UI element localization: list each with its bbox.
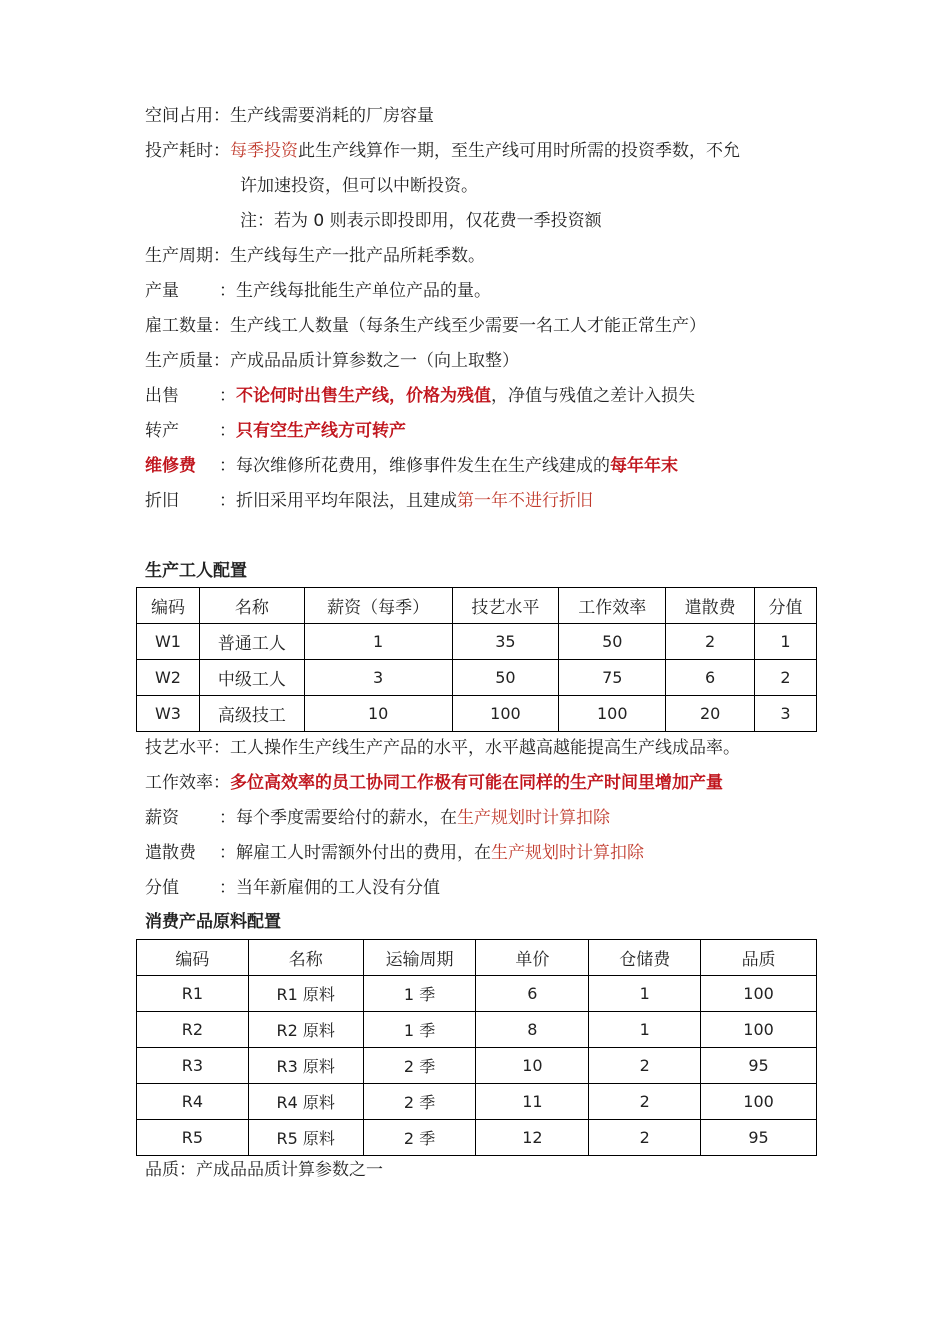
table-cell: 2: [755, 660, 817, 696]
header-cell: 遣散费: [666, 588, 755, 624]
table-cell: 95: [701, 1120, 817, 1156]
table-row: [137, 696, 817, 732]
score-note-line: [145, 876, 440, 900]
convert-highlight: 只有空生产线方可转产: [236, 421, 406, 441]
table-cell: 6: [666, 660, 755, 696]
table-cell: 1 季: [363, 1012, 476, 1048]
output-text: 生产线每批能生产单位产品的量。: [236, 281, 491, 301]
severance-note-highlight: 生产规划时计算扣除: [491, 843, 644, 863]
header-cell: 编码: [137, 588, 200, 624]
table-cell: 35: [452, 624, 559, 660]
sell-text: ，净值与残值之差计入损失: [491, 386, 695, 406]
maintenance-text: 每次维修所花费用，维修事件发生在生产线建成的: [236, 456, 610, 476]
quality-line: [145, 349, 519, 373]
table-cell: R3 原料: [248, 1048, 363, 1084]
table-cell: 2 季: [363, 1048, 476, 1084]
severance-note-line: [145, 841, 644, 865]
table-cell: 75: [559, 660, 666, 696]
table-cell: 普通工人: [199, 624, 304, 660]
table-cell: 1: [755, 624, 817, 660]
table-cell: 高级技工: [199, 696, 304, 732]
score-note-text: 当年新雇佣的工人没有分值: [236, 878, 440, 898]
output-label: 产量: [145, 281, 179, 301]
table-cell: 2: [666, 624, 755, 660]
table-cell: 100: [452, 696, 559, 732]
depreciation-highlight: 第一年不进行折旧: [457, 491, 593, 511]
skill-note-label: 技艺水平：: [145, 738, 230, 758]
salary-note-text: 每个季度需要给付的薪水，在: [236, 808, 457, 828]
quality-note-text: 产成品品质计算参数之一: [196, 1160, 383, 1180]
salary-note-sep: ：: [219, 808, 236, 828]
build-time-label: 投产耗时：: [145, 141, 230, 161]
table-cell: 2 季: [363, 1120, 476, 1156]
table-cell: R4 原料: [248, 1084, 363, 1120]
quality-label: 生产质量：: [145, 351, 230, 371]
header-cell: 单价: [476, 940, 589, 976]
table-cell: 1 季: [363, 976, 476, 1012]
table-cell: 中级工人: [199, 660, 304, 696]
table-cell: R3: [137, 1048, 249, 1084]
build-time-highlight: 每季投资: [230, 141, 298, 161]
table-cell: 1: [589, 1012, 701, 1048]
cycle-text: 生产线每生产一批产品所耗季数。: [230, 246, 485, 266]
table-row: [137, 1012, 817, 1048]
build-time-text-1: 此生产线算作一期，至生产线可用时所需的投资季数，不允: [298, 141, 740, 161]
table-row: [137, 1048, 817, 1084]
workers-count-text: 生产线工人数量（每条生产线至少需要一名工人才能正常生产）: [230, 316, 706, 336]
skill-note-line: [145, 736, 740, 760]
salary-note-label: 薪资: [145, 808, 179, 828]
table-cell: R1 原料: [248, 976, 363, 1012]
severance-note-text: 解雇工人时需额外付出的费用，在: [236, 843, 491, 863]
sell-highlight: 不论何时出售生产线，价格为残值: [236, 386, 491, 406]
build-time-line: [145, 139, 740, 163]
table-cell: W3: [137, 696, 200, 732]
sell-label: 出售: [145, 386, 179, 406]
convert-sep: ：: [219, 421, 236, 441]
cycle-line: [145, 244, 485, 268]
severance-note-sep: ：: [219, 843, 236, 863]
table-cell: 10: [476, 1048, 589, 1084]
table-cell: R5: [137, 1120, 249, 1156]
materials-table-header: [137, 940, 817, 976]
workers-count-label: 雇工数量：: [145, 316, 230, 336]
table-cell: 2: [589, 1120, 701, 1156]
table-cell: R5 原料: [248, 1120, 363, 1156]
quality-text: 产成品品质计算参数之一（向上取整）: [230, 351, 519, 371]
header-cell: 名称: [199, 588, 304, 624]
output-sep: ：: [219, 281, 236, 301]
cycle-label: 生产周期：: [145, 246, 230, 266]
table-cell: R1: [137, 976, 249, 1012]
table-cell: 100: [701, 976, 817, 1012]
header-cell: 编码: [137, 940, 249, 976]
table-cell: 12: [476, 1120, 589, 1156]
sell-line: [145, 384, 695, 408]
workers-table: [136, 587, 817, 732]
table-cell: 8: [476, 1012, 589, 1048]
table-row: [137, 1120, 817, 1156]
build-time-note-line: [240, 209, 602, 233]
sell-sep: ：: [219, 386, 236, 406]
table-cell: W1: [137, 624, 200, 660]
depreciation-text: 折旧采用平均年限法，且建成: [236, 491, 457, 511]
table-cell: 1: [589, 976, 701, 1012]
header-cell: 薪资（每季）: [304, 588, 452, 624]
table-cell: 10: [304, 696, 452, 732]
table-cell: W2: [137, 660, 200, 696]
efficiency-note-line: [145, 771, 723, 795]
output-line: [145, 279, 491, 303]
header-cell: 分值: [755, 588, 817, 624]
workers-section-title: 生产工人配置: [145, 561, 247, 581]
table-cell: 100: [559, 696, 666, 732]
maintenance-sep: ：: [219, 456, 236, 476]
skill-note-text: 工人操作生产线生产产品的水平，水平越高越能提高生产线成品率。: [230, 738, 740, 758]
table-cell: 2: [589, 1048, 701, 1084]
score-note-label: 分值: [145, 878, 179, 898]
table-cell: 50: [452, 660, 559, 696]
table-cell: 20: [666, 696, 755, 732]
table-cell: 100: [701, 1012, 817, 1048]
maintenance-highlight: 每年年末: [610, 456, 678, 476]
table-cell: R2: [137, 1012, 249, 1048]
header-cell: 运输周期: [363, 940, 476, 976]
table-cell: 3: [304, 660, 452, 696]
header-cell: 工作效率: [559, 588, 666, 624]
maintenance-line: [145, 454, 678, 478]
workers-table-header: [137, 588, 817, 624]
table-cell: 1: [304, 624, 452, 660]
table-row: [137, 976, 817, 1012]
header-cell: 仓储费: [589, 940, 701, 976]
quality-note-line: [145, 1158, 383, 1182]
build-time-text-2: 许加速投资，但可以中断投资。: [240, 176, 478, 196]
build-time-note: 注：若为 0 则表示即投即用，仅花费一季投资额: [240, 211, 602, 231]
depreciation-line: [145, 489, 593, 513]
maintenance-label: 维修费: [145, 456, 196, 476]
table-row: [137, 660, 817, 696]
table-cell: R4: [137, 1084, 249, 1120]
table-cell: 3: [755, 696, 817, 732]
table-cell: R2 原料: [248, 1012, 363, 1048]
build-time-line-2: [240, 174, 478, 198]
table-cell: 2: [589, 1084, 701, 1120]
workers-count-line: [145, 314, 706, 338]
depreciation-sep: ：: [219, 491, 236, 511]
efficiency-note-label: 工作效率：: [145, 773, 230, 793]
header-cell: 品质: [701, 940, 817, 976]
salary-note-line: [145, 806, 610, 830]
efficiency-note-highlight: 多位高效率的员工协同工作极有可能在同样的生产时间里增加产量: [230, 773, 723, 793]
materials-table: [136, 939, 817, 1156]
table-cell: 100: [701, 1084, 817, 1120]
table-cell: 11: [476, 1084, 589, 1120]
space-label: 空间占用：: [145, 106, 230, 126]
convert-line: [145, 419, 406, 443]
convert-label: 转产: [145, 421, 179, 441]
score-note-sep: ：: [219, 878, 236, 898]
table-row: [137, 624, 817, 660]
salary-note-highlight: 生产规划时计算扣除: [457, 808, 610, 828]
table-cell: 50: [559, 624, 666, 660]
materials-section-title: 消费产品原料配置: [145, 912, 281, 932]
table-row: [137, 1084, 817, 1120]
severance-note-label: 遣散费: [145, 843, 196, 863]
table-cell: 6: [476, 976, 589, 1012]
table-cell: 95: [701, 1048, 817, 1084]
space-text: 生产线需要消耗的厂房容量: [230, 106, 434, 126]
table-cell: 2 季: [363, 1084, 476, 1120]
space-line: [145, 104, 434, 128]
depreciation-label: 折旧: [145, 491, 179, 511]
header-cell: 技艺水平: [452, 588, 559, 624]
header-cell: 名称: [248, 940, 363, 976]
quality-note-label: 品质：: [145, 1160, 196, 1180]
